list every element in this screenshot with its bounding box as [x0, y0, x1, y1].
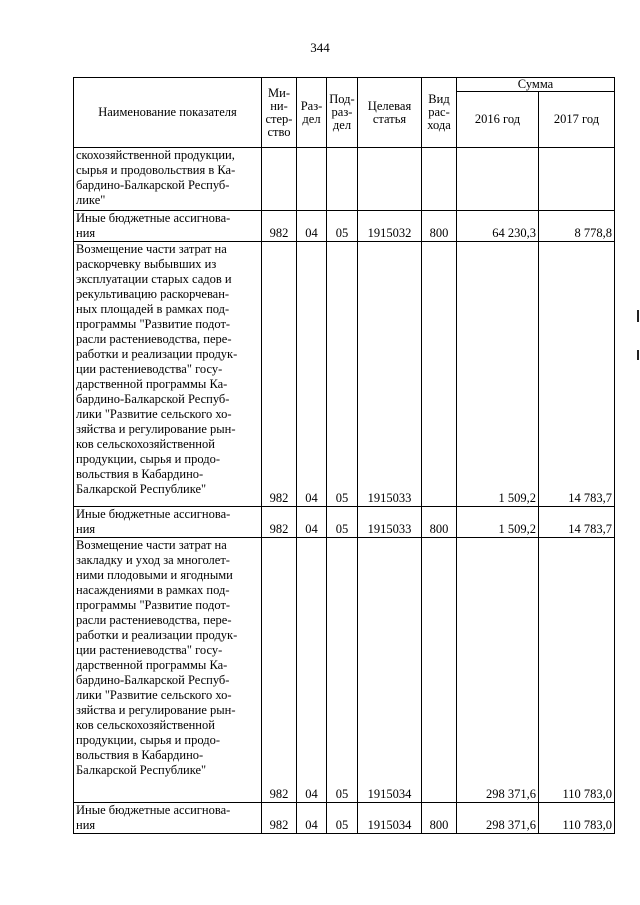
row-sum-2017: 110 783,0: [539, 538, 615, 803]
header-target-article: Целевая статья: [358, 78, 422, 148]
row-name: скохозяйственной продукции, сырья и продовольствия в Ка- бардино-Балкарской Респуб- лике": [74, 148, 262, 211]
row-section: 04: [297, 803, 327, 834]
header-name: Наименование показателя: [74, 78, 262, 148]
row-sum-2016: 1 509,2: [457, 507, 539, 538]
row-subsection: 05: [327, 803, 358, 834]
row-article: 1915034: [358, 803, 422, 834]
row-sum-2016: 298 371,6: [457, 538, 539, 803]
row-ministry: [262, 148, 297, 211]
row-subsection: 05: [327, 211, 358, 242]
row-sum-2017: 8 778,8: [539, 211, 615, 242]
row-article: 1915033: [358, 242, 422, 507]
scan-edge-mark: [637, 310, 639, 322]
row-name: Возмещение части затрат на раскорчевку выбывших из эксплуатации старых садов и рекультивацию раскорчеван- ных площадей в рамках под- программы "Развитие подот- расли растениеводства, пере- работки и реализации продук- ции растениеводства" госу- дарственной программы Ка- бардино-Балкарской Респуб- лики "Развитие сельского хо- зяйства и регулирование рын- ков сельскохозяйственной продукции, сырья и продо- вольствия в Кабардино- Балкарской Республике": [74, 242, 262, 507]
row-expense-type: [422, 242, 457, 507]
row-section: 04: [297, 538, 327, 803]
row-sum-2017: 14 783,7: [539, 242, 615, 507]
scan-edge-mark: [637, 350, 639, 360]
row-subsection: 05: [327, 538, 358, 803]
row-article: 1915033: [358, 507, 422, 538]
row-ministry: 982: [262, 803, 297, 834]
row-sum-2017: 14 783,7: [539, 507, 615, 538]
row-section: 04: [297, 507, 327, 538]
header-sum: Сумма: [457, 78, 615, 92]
budget-table: [73, 77, 615, 834]
table-row: [74, 507, 615, 538]
row-expense-type: [422, 148, 457, 211]
header-expense-type: Вид рас- хода: [422, 78, 457, 148]
table-row: [74, 803, 615, 834]
header-year-2017: 2017 год: [539, 92, 615, 148]
row-subsection: [327, 148, 358, 211]
row-expense-type: 800: [422, 803, 457, 834]
row-name: Иные бюджетные ассигнова- ния: [74, 507, 262, 538]
row-name: Иные бюджетные ассигнова- ния: [74, 211, 262, 242]
row-expense-type: 800: [422, 507, 457, 538]
row-article: 1915032: [358, 211, 422, 242]
row-article: 1915034: [358, 538, 422, 803]
row-sum-2016: 64 230,3: [457, 211, 539, 242]
row-ministry: 982: [262, 211, 297, 242]
row-subsection: 05: [327, 507, 358, 538]
row-name: Иные бюджетные ассигнова- ния: [74, 803, 262, 834]
header-subsection: Под- раз- дел: [327, 78, 358, 148]
header-ministry: Ми- ни- стер- ство: [262, 78, 297, 148]
row-section: [297, 148, 327, 211]
header-section: Раз- дел: [297, 78, 327, 148]
row-section: 04: [297, 242, 327, 507]
table-row: [74, 148, 615, 211]
header-year-2016: 2016 год: [457, 92, 539, 148]
table-row: [74, 242, 615, 507]
row-subsection: 05: [327, 242, 358, 507]
row-name: Возмещение части затрат на закладку и уход за многолет- ними плодовыми и ягодными насаждениями в рамках под- программы "Развитие подот- расли растениеводства, пере- работки и реализации продук- ции растениеводства" госу- дарственной программы Ка- бардино-Балкарской Респуб- лики "Развитие сельского хо- зяйства и регулирование рын- ков сельскохозяйственной продукции, сырья и продо- вольствия в Кабардино- Балкарской Республике": [74, 538, 262, 803]
row-ministry: 982: [262, 507, 297, 538]
row-expense-type: 800: [422, 211, 457, 242]
row-ministry: 982: [262, 538, 297, 803]
table-row: [74, 211, 615, 242]
row-sum-2017: 110 783,0: [539, 803, 615, 834]
row-article: [358, 148, 422, 211]
row-sum-2017: [539, 148, 615, 211]
table-body: [74, 148, 615, 834]
row-sum-2016: 1 509,2: [457, 242, 539, 507]
row-sum-2016: 298 371,6: [457, 803, 539, 834]
row-sum-2016: [457, 148, 539, 211]
row-section: 04: [297, 211, 327, 242]
page-number: 344: [310, 40, 330, 55]
row-expense-type: [422, 538, 457, 803]
row-ministry: 982: [262, 242, 297, 507]
table-row: [74, 538, 615, 803]
